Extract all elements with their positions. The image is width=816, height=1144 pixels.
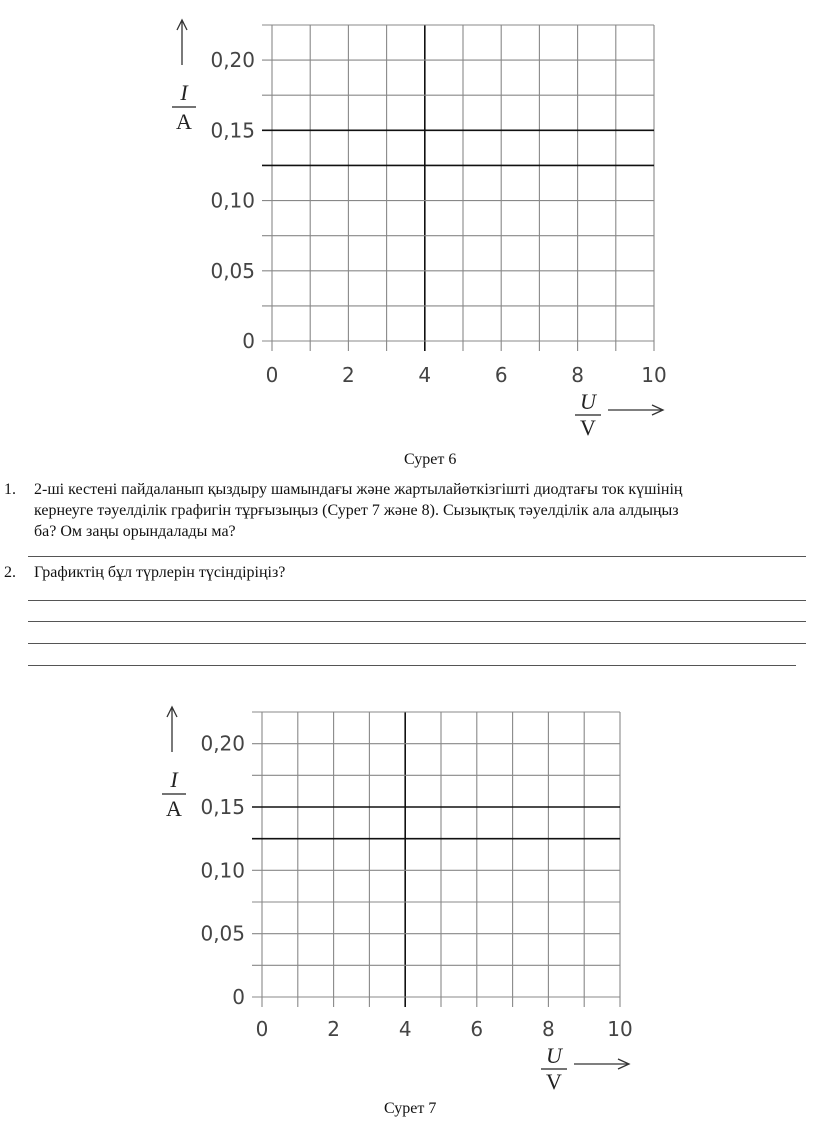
question-1-number: 1.: [4, 481, 16, 498]
y-tick-label: 0,15: [200, 795, 245, 819]
x-tick-label: 2: [327, 1017, 340, 1041]
y-tick-label: 0,20: [210, 48, 255, 73]
x-axis-unit: V: [546, 1069, 562, 1094]
x-tick-label: 0: [265, 363, 279, 387]
question-2-line-1: Графиктің бұл түрлерін түсіндіріңіз?: [34, 564, 286, 581]
x-tick-label: 8: [542, 1017, 555, 1041]
answer-line-3[interactable]: [28, 621, 806, 622]
answer-line-2[interactable]: [28, 600, 806, 601]
y-axis-unit: A: [166, 796, 182, 821]
y-axis-unit: A: [176, 109, 192, 134]
question-2: [4, 562, 804, 584]
x-tick-label: 4: [398, 1017, 412, 1041]
question-1: [4, 479, 804, 543]
figure-7-caption: Сурет 7: [384, 1100, 437, 1117]
answer-line-1[interactable]: [28, 556, 806, 557]
x-tick-label: 0: [255, 1017, 269, 1041]
y-tick-label: 0,20: [200, 731, 245, 756]
y-axis-symbol: I: [170, 767, 178, 792]
y-tick-label: 0: [232, 985, 245, 1009]
x-tick-label: 8: [571, 363, 584, 387]
y-axis-symbol: I: [180, 80, 188, 105]
y-tick-label: 0,10: [210, 188, 255, 213]
y-tick-label: 0,15: [210, 118, 255, 143]
question-1-line-3: ба? Ом заңы орындалады ма?: [34, 523, 236, 540]
y-tick-label: 0,05: [210, 258, 255, 283]
x-axis-symbol: U: [546, 1043, 562, 1068]
x-tick-label: 4: [418, 363, 432, 387]
x-tick-label: 2: [342, 363, 355, 387]
x-axis-unit: V: [580, 415, 596, 440]
answer-line-4[interactable]: [28, 643, 806, 644]
x-tick-label: 6: [494, 363, 508, 387]
x-tick-label: 10: [607, 1017, 633, 1041]
x-axis-symbol: U: [580, 389, 596, 414]
y-tick-label: 0: [242, 329, 255, 353]
y-tick-label: 0,05: [200, 921, 245, 946]
x-tick-label: 10: [641, 363, 667, 387]
y-tick-label: 0,10: [200, 858, 245, 883]
question-2-number: 2.: [4, 564, 16, 581]
question-1-line-2: кернеуге тәуелділік графигін тұрғызыңыз (Сурет 7 және 8). Сызықтық тәуелділік ала алдыңыз: [34, 502, 679, 519]
question-1-line-1: 2-ші кестені пайдаланып қыздыру шамындағы және жартылайөткізгішті диодтағы ток күшінің: [34, 481, 683, 498]
figure-6-caption: Сурет 6: [404, 451, 457, 468]
answer-line-5[interactable]: [28, 665, 796, 666]
x-tick-label: 6: [470, 1017, 484, 1041]
figure-7-grid: [0, 690, 816, 1100]
figure-6-grid: [0, 0, 816, 450]
